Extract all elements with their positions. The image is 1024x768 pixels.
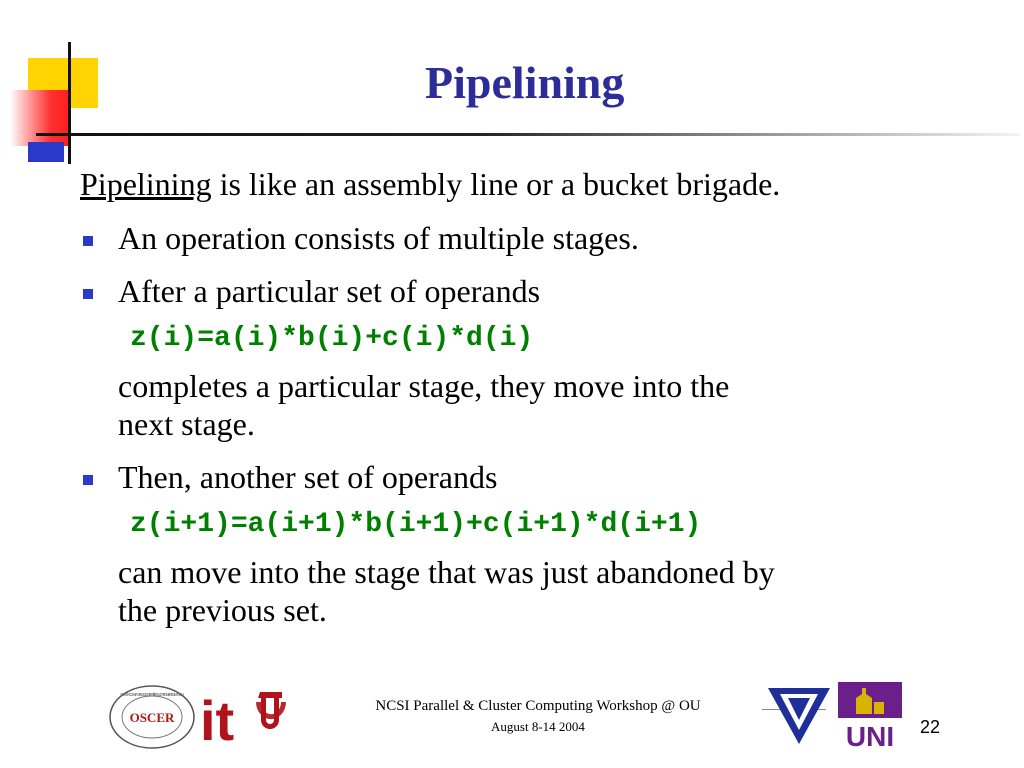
intro-text [80, 166, 780, 202]
decor-blue-square [28, 142, 64, 162]
bullet-1-text: An operation consists of multiple stages. [118, 220, 639, 256]
bullet-3-continuation-line-2: the previous set. [118, 592, 327, 628]
page-number: 22 [919, 717, 941, 737]
it-ou-logo [200, 686, 290, 748]
footer-workshop-text: NCSI Parallel & Cluster Computing Workshop @ OU [375, 698, 701, 714]
it-logo-text: it [200, 689, 235, 748]
footer-date-text: August 8-14 2004 [491, 719, 585, 734]
bullet-2-continuation-line-1: completes a particular stage, they move into the [118, 368, 730, 404]
oscer-logo-ring-text: SUPERCOMPUTING CENTER for EDUCATION & RESEARCH [119, 692, 185, 697]
bullet-marker [83, 475, 93, 485]
bullet-3-code: z(i+1)=a(i+1)*b(i+1)+c(i+1)*d(i+1) [130, 509, 702, 540]
decor-vertical-line [68, 42, 71, 164]
bullet-3-text: Then, another set of operands [118, 459, 498, 495]
triangle-logo [766, 686, 832, 746]
bullet-2-continuation-line-2: next stage. [118, 406, 255, 442]
oscer-logo [108, 684, 196, 750]
bullet-2-text: After a particular set of operands [118, 273, 541, 309]
bullet-marker [83, 289, 93, 299]
intro-term: Pipelining [80, 166, 212, 202]
bullet-2-code: z(i)=a(i)*b(i)+c(i)*d(i) [130, 323, 534, 354]
decor-red-square [10, 90, 68, 146]
intro-rest: is like an assembly line or a bucket brigade. [211, 166, 781, 202]
uni-logo [838, 682, 902, 750]
bullet-marker [83, 236, 93, 246]
ou-logo [256, 692, 286, 729]
title-underline-rule [36, 133, 1020, 136]
slide-title: Pipelining [425, 57, 625, 108]
oscer-logo-text: OSCER [129, 710, 175, 725]
bullet-3-continuation-line-1: can move into the stage that was just abandoned by [118, 554, 775, 590]
uni-logo-text: UNI [845, 721, 895, 750]
